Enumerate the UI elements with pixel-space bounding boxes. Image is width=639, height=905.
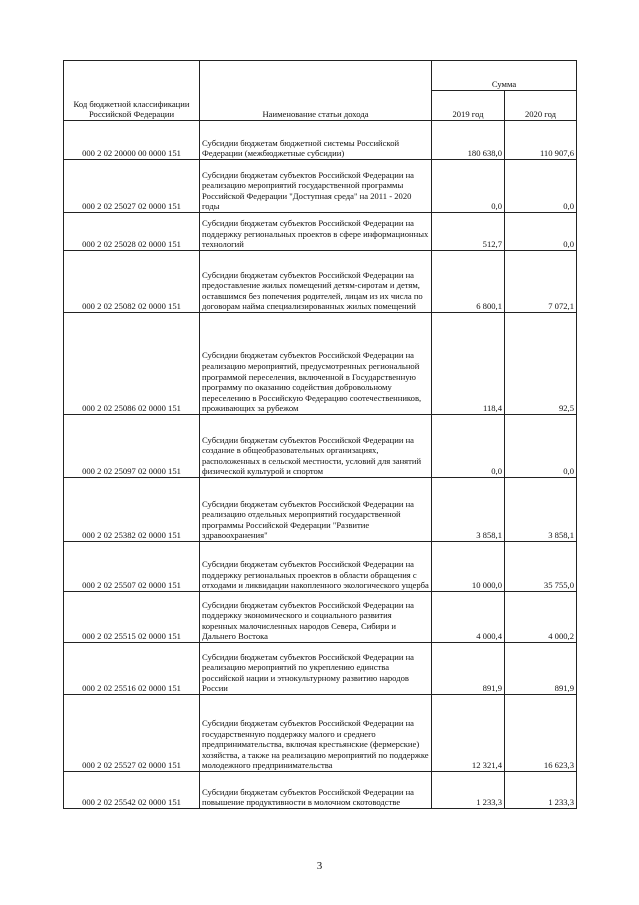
row-code: 000 2 02 25027 02 0000 151	[64, 160, 200, 213]
row-value-2019: 4 000,4	[432, 592, 505, 643]
table-row	[64, 592, 577, 643]
row-code: 000 2 02 25542 02 0000 151	[64, 772, 200, 809]
row-code: 000 2 02 20000 00 0000 151	[64, 121, 200, 160]
header-year-2020: 2020 год	[505, 91, 577, 121]
row-value-2020: 1 233,3	[505, 772, 577, 809]
row-value-2019: 0,0	[432, 415, 505, 478]
row-value-2019: 6 800,1	[432, 251, 505, 313]
row-code: 000 2 02 25507 02 0000 151	[64, 542, 200, 592]
row-name: Субсидии бюджетам субъектов Российской Федерации на реализацию отдельных мероприятий государственной программы Российской Федерации "Развитие здравоохранения"	[200, 478, 432, 542]
row-code: 000 2 02 25097 02 0000 151	[64, 415, 200, 478]
row-name: Субсидии бюджетам бюджетной системы Российской Федерации (межбюджетные субсидии)	[200, 121, 432, 160]
table-row	[64, 695, 577, 772]
row-value-2020: 0,0	[505, 160, 577, 213]
row-value-2019: 0,0	[432, 160, 505, 213]
table-row	[64, 415, 577, 478]
row-name: Субсидии бюджетам субъектов Российской Федерации на государственную поддержку малого и среднего предпринимательства, включая крестьянские (фермерские) хозяйства, а также на реализацию мероприятий по поддержке молодежного предпринимательства	[200, 695, 432, 772]
header-sum: Сумма	[432, 61, 577, 91]
row-value-2020: 891,9	[505, 643, 577, 695]
row-name: Субсидии бюджетам субъектов Российской Федерации на реализацию мероприятий, предусмотренных региональной программой переселения, включенной в Государственную программу по оказанию содействия добровольному переселению в Российскую Федерацию соотечественников, проживающих за рубежом	[200, 313, 432, 415]
table-row	[64, 160, 577, 213]
row-value-2019: 1 233,3	[432, 772, 505, 809]
header-code: Код бюджетной классификации Российской Федерации	[64, 61, 200, 121]
row-value-2020: 7 072,1	[505, 251, 577, 313]
row-value-2019: 512,7	[432, 213, 505, 251]
row-code: 000 2 02 25382 02 0000 151	[64, 478, 200, 542]
table-row	[64, 213, 577, 251]
row-code: 000 2 02 25028 02 0000 151	[64, 213, 200, 251]
table-row	[64, 313, 577, 415]
page-number: 3	[316, 860, 323, 872]
row-value-2019: 118,4	[432, 313, 505, 415]
row-value-2019: 10 000,0	[432, 542, 505, 592]
table-row	[64, 251, 577, 313]
row-name: Субсидии бюджетам субъектов Российской Федерации на поддержку региональных проектов в сфере информационных технологий	[200, 213, 432, 251]
budget-income-table	[63, 60, 577, 809]
row-name: Субсидии бюджетам субъектов Российской Федерации на реализацию мероприятий государственной программы Российской Федерации "Доступная среда" на 2011 - 2020 годы	[200, 160, 432, 213]
row-value-2019: 3 858,1	[432, 478, 505, 542]
header-year-2019: 2019 год	[432, 91, 505, 121]
row-value-2020: 110 907,6	[505, 121, 577, 160]
row-name: Субсидии бюджетам субъектов Российской Федерации на поддержку региональных проектов в области обращения с отходами и ликвидации накопленного экологического ущерба	[200, 542, 432, 592]
row-value-2020: 0,0	[505, 415, 577, 478]
row-value-2020: 4 000,2	[505, 592, 577, 643]
row-value-2020: 3 858,1	[505, 478, 577, 542]
row-value-2019: 180 638,0	[432, 121, 505, 160]
table-body	[64, 121, 577, 809]
row-name: Субсидии бюджетам субъектов Российской Федерации на создание в общеобразовательных организациях, расположенных в сельской местности, условий для занятий физической культурой и спортом	[200, 415, 432, 478]
table-row	[64, 643, 577, 695]
row-code: 000 2 02 25527 02 0000 151	[64, 695, 200, 772]
row-name: Субсидии бюджетам субъектов Российской Федерации на повышение продуктивности в молочном скотоводстве	[200, 772, 432, 809]
table-row	[64, 121, 577, 160]
row-value-2020: 0,0	[505, 213, 577, 251]
table-row	[64, 772, 577, 809]
row-value-2020: 16 623,3	[505, 695, 577, 772]
row-name: Субсидии бюджетам субъектов Российской Федерации на поддержку экономического и социального развития коренных малочисленных народов Севера, Сибири и Дальнего Востока	[200, 592, 432, 643]
row-code: 000 2 02 25516 02 0000 151	[64, 643, 200, 695]
row-value-2020: 92,5	[505, 313, 577, 415]
table-row	[64, 542, 577, 592]
row-code: 000 2 02 25082 02 0000 151	[64, 251, 200, 313]
row-name: Субсидии бюджетам субъектов Российской Федерации на реализацию мероприятий по укреплению единства российской нации и этнокультурному развитию народов России	[200, 643, 432, 695]
row-value-2019: 12 321,4	[432, 695, 505, 772]
row-value-2019: 891,9	[432, 643, 505, 695]
header-name: Наименование статьи дохода	[200, 61, 432, 121]
row-code: 000 2 02 25086 02 0000 151	[64, 313, 200, 415]
table-row	[64, 478, 577, 542]
row-code: 000 2 02 25515 02 0000 151	[64, 592, 200, 643]
row-name: Субсидии бюджетам субъектов Российской Федерации на предоставление жилых помещений детям-сиротам и детям, оставшимся без попечения родителей, лицам из их числа по договорам найма специализированных жилых помещений	[200, 251, 432, 313]
row-value-2020: 35 755,0	[505, 542, 577, 592]
